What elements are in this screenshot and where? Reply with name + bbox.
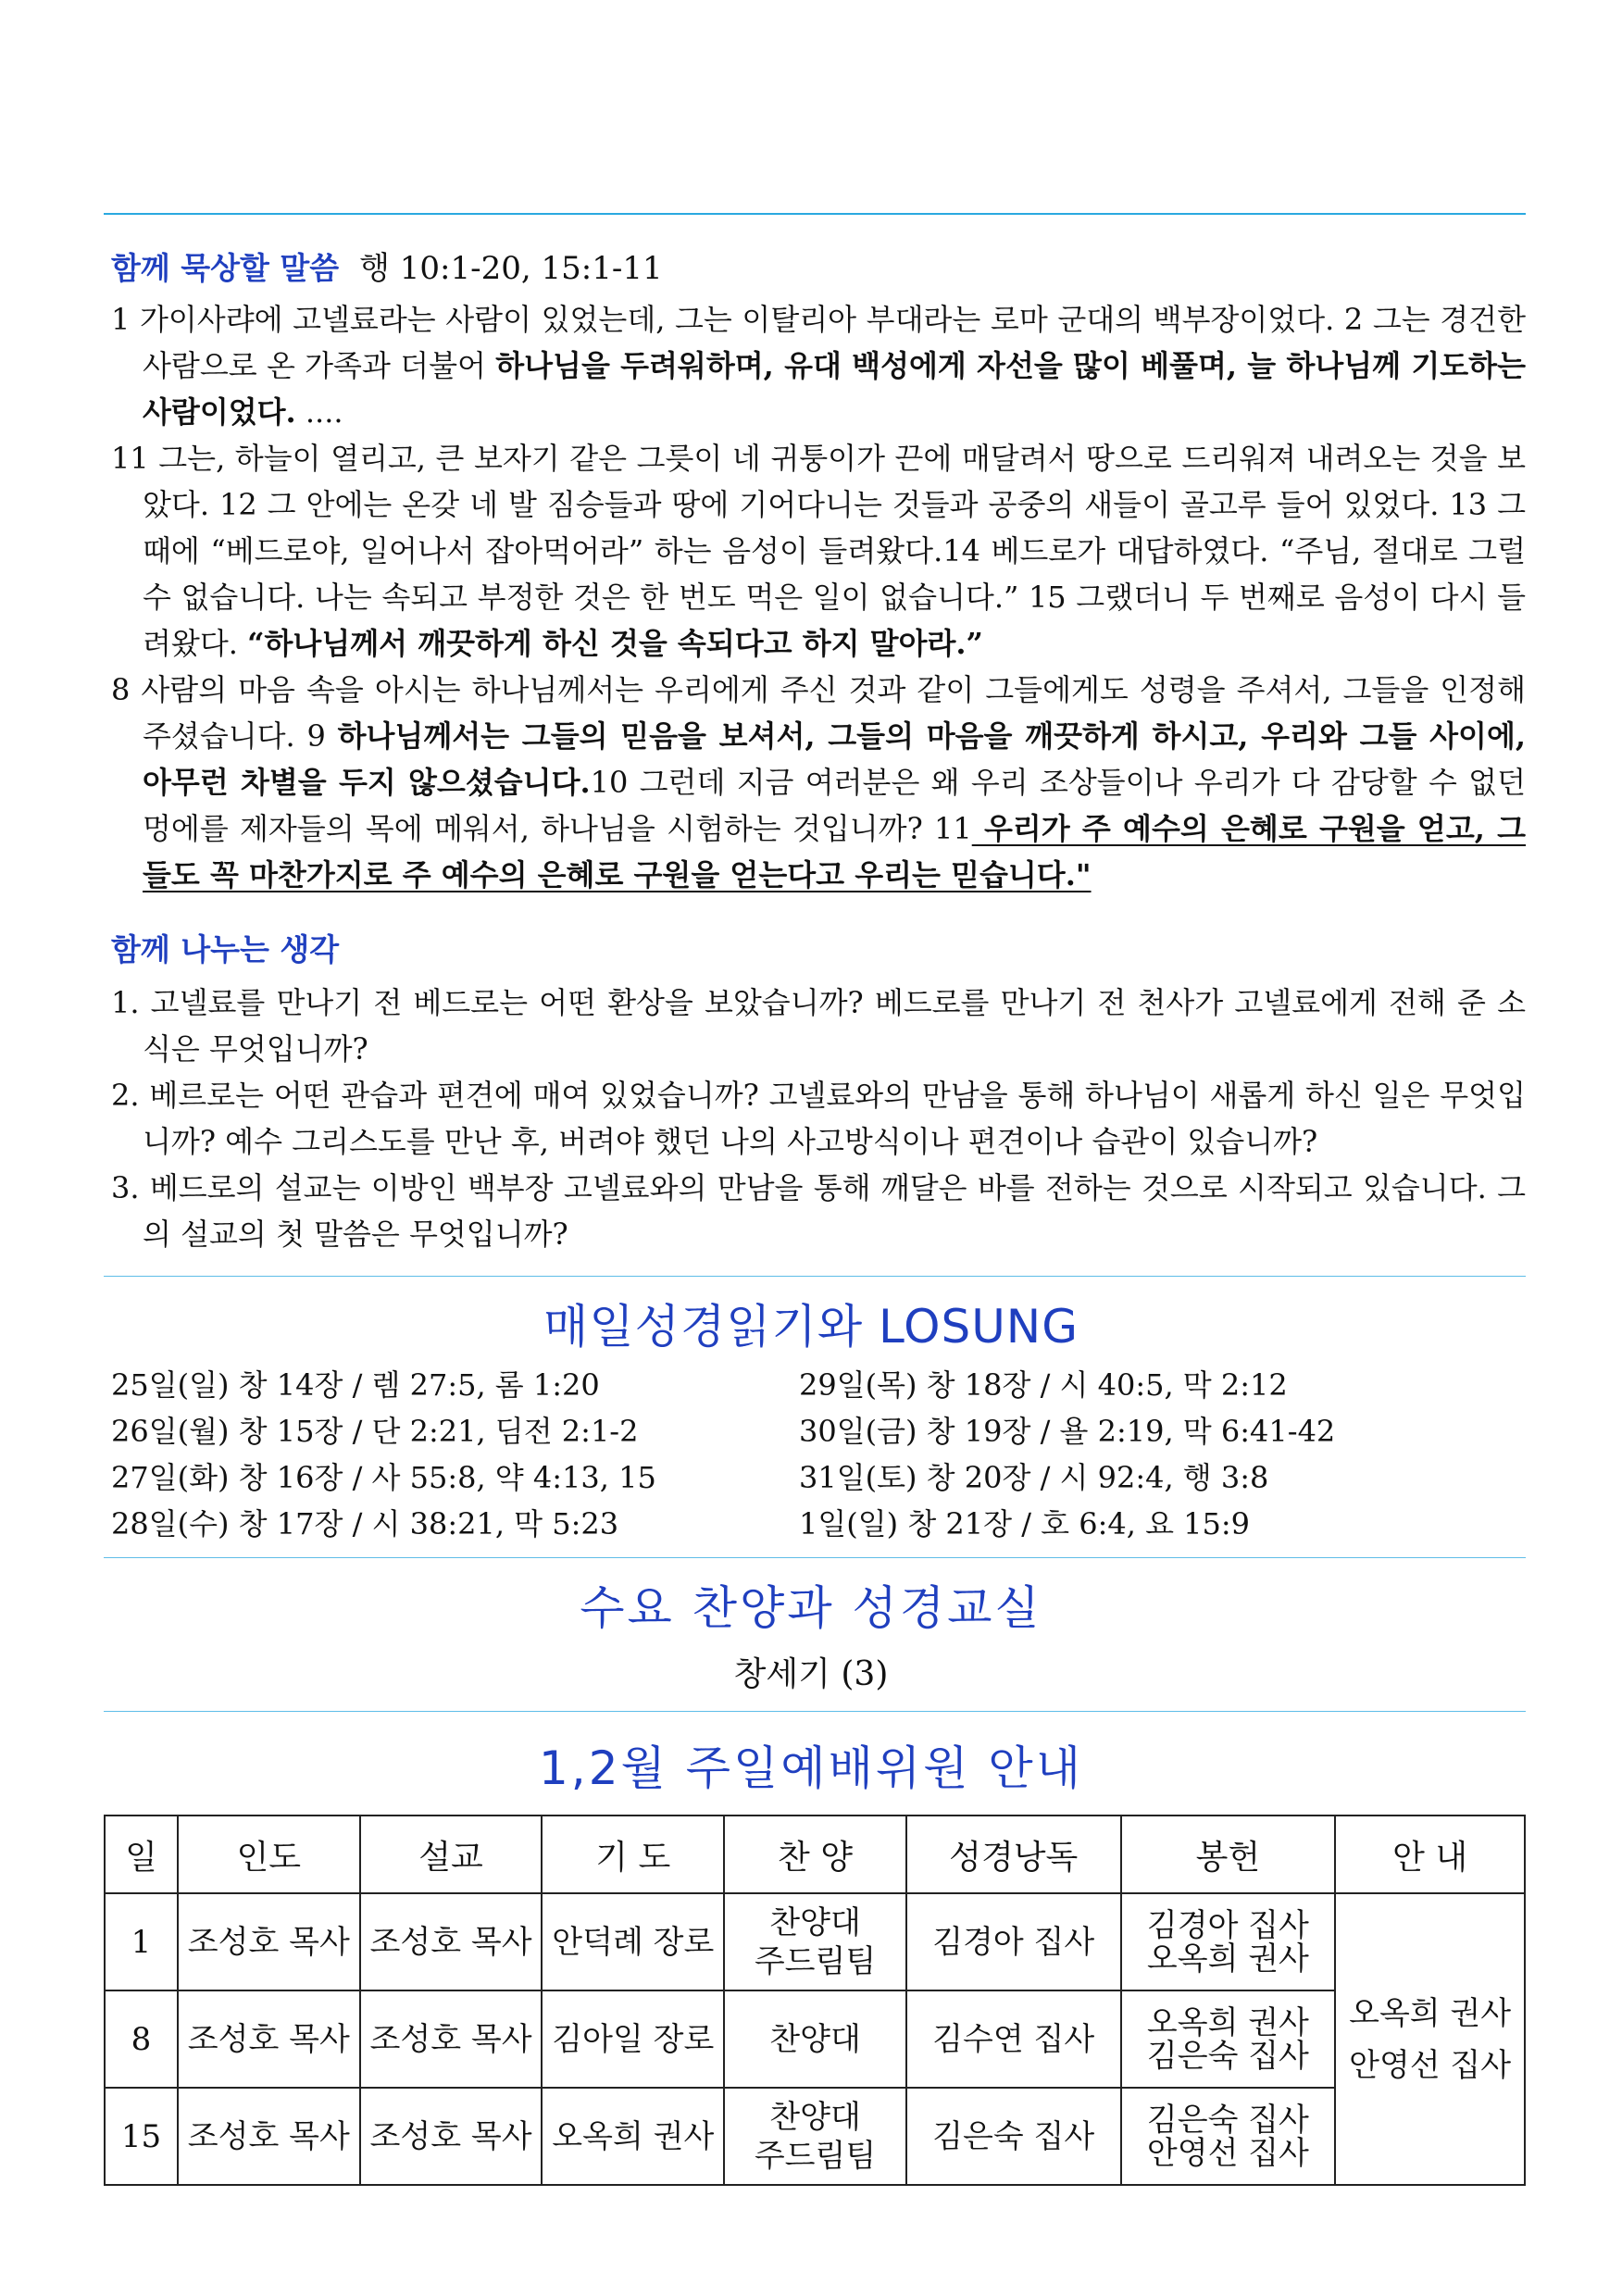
header-prayer: 기 도 <box>542 1816 724 1893</box>
praise-line: 주드림팀 <box>754 1942 877 1980</box>
header-lead: 인도 <box>178 1816 360 1893</box>
meditation-heading <box>111 243 663 288</box>
reading-entry: 26일(월) 창 15장 / 단 2:21, 딤전 2:1-2 <box>111 1414 639 1449</box>
cell-offering <box>1121 1893 1336 1990</box>
p3-underlined: 우리가 주 예수의 은혜로 구원을 얻고, 그들도 꼭 마찬가지로 주 예수의 은혜로 구원을 얻는다고 우리는 믿습니다." <box>143 811 1527 892</box>
cell-offering <box>1121 1990 1336 2088</box>
header-offering: 봉헌 <box>1121 1816 1336 1893</box>
divider <box>104 1711 1526 1712</box>
thought-item: 2. 베르로는 어떤 관습과 편견에 매여 있었습니까? 고넬료와의 만남을 통해 하나님이 새롭게 하신 일은 무엇입니까? 예수 그리스도를 만난 후, 버려야 했던 나의 사고방식이나 편견이나 습관이 있습니까? <box>111 1078 1526 1159</box>
thoughts-list <box>111 980 1526 1257</box>
table-row <box>105 2088 1525 2185</box>
cell-reading: 김수연 집사 <box>906 1990 1121 2088</box>
header-sermon: 설교 <box>360 1816 543 1893</box>
p1-bold: 하나님을 두려워하며, 유대 백성에게 자선을 많이 베풀며, 늘 하나님께 기도하는 사람이었다. <box>143 348 1526 430</box>
praise-line: 주드림팀 <box>754 2137 877 2175</box>
cell-prayer: 오옥희 권사 <box>542 2088 724 2185</box>
reading-entry: 25일(일) 창 14장 / 렘 27:5, 롬 1:20 <box>111 1367 600 1403</box>
worship-schedule-table <box>104 1815 1526 2186</box>
wednesday-subtitle: 창세기 (3) <box>733 1655 889 1693</box>
cell-offering <box>1121 2088 1336 2185</box>
divider <box>104 1557 1526 1558</box>
daily-reading-title: 매일성경읽기와 LOSUNG <box>543 1300 1079 1354</box>
thoughts-heading: 함께 나누는 생각 <box>111 931 340 967</box>
schedule-title: 1,2월 주일예배위원 안내 <box>538 1741 1083 1795</box>
cell-day: 1 <box>105 1893 178 1990</box>
offering-line: 김경아 집사 <box>1146 1906 1309 1944</box>
table-row <box>105 1990 1525 2088</box>
cell-reading: 김은숙 집사 <box>906 2088 1121 2185</box>
cell-praise: 찬양대 <box>724 1990 906 2088</box>
divider <box>104 1276 1526 1277</box>
header-reading: 성경낭독 <box>906 1816 1121 1893</box>
p2-text: 11 그는, 하늘이 열리고, 큰 보자기 같은 그릇이 네 귀퉁이가 끈에 매달려서 땅으로 드리워져 내려오는 것을 보았다. 12 그 안에는 온갖 네 발 짐승들과 땅에 기어다니는 것들과 공중의 새들이 골고루 들어 있었다. 13 그 때에 “베드로야, 일어나서 잡아먹어라” 하는 음성이 들려왔다.14 베드로가 대답하였다. “주님, 절대로 그럴 수 없습니다. 나는 속되고 부정한 것은 한 번도 먹은 일이 없습니다.” 15 그랬더니 두 번째로 음성이 다시 들려왔다. <box>111 441 1526 661</box>
passage-paragraph-3 <box>111 667 1526 898</box>
cell-sermon: 조성호 목사 <box>360 2088 543 2185</box>
cell-sermon: 조성호 목사 <box>360 1893 543 1990</box>
cell-reading: 김경아 집사 <box>906 1893 1121 1990</box>
p1-ellipsis: .... <box>295 394 343 430</box>
passage-paragraph-1 <box>111 296 1526 435</box>
reading-entry: 28일(수) 창 17장 / 시 38:21, 막 5:23 <box>111 1506 619 1541</box>
header-guide: 안 내 <box>1335 1816 1525 1893</box>
table-header-row <box>105 1816 1525 1893</box>
reading-entry: 27일(화) 창 16장 / 사 55:8, 약 4:13, 15 <box>111 1460 656 1495</box>
cell-prayer: 안덕례 장로 <box>542 1893 724 1990</box>
cell-praise <box>724 1893 906 1990</box>
guide-line: 안영선 집사 <box>1349 2046 1512 2084</box>
thought-item: 3. 베드로의 설교는 이방인 백부장 고넬료와의 만남을 통해 깨달은 바를 전하는 것으로 시작되고 있습니다. 그의 설교의 첫 말씀은 무엇입니까? <box>111 1170 1526 1252</box>
cell-lead: 조성호 목사 <box>178 2088 360 2185</box>
cell-prayer: 김아일 장로 <box>542 1990 724 2088</box>
scripture-reference: 행 10:1-20, 15:1-11 <box>359 250 663 287</box>
guide-line: 오옥희 권사 <box>1349 1994 1512 2032</box>
thought-item: 1. 고넬료를 만나기 전 베드로는 어떤 환상을 보았습니까? 베드로를 만나기 전 천사가 고넬료에게 전해 준 소식은 무엇입니까? <box>111 985 1526 1067</box>
header-day: 일 <box>105 1816 178 1893</box>
praise-line: 찬양대 <box>769 2098 861 2136</box>
cell-lead: 조성호 목사 <box>178 1893 360 1990</box>
top-divider <box>104 213 1526 215</box>
cell-praise <box>724 2088 906 2185</box>
daily-reading-right <box>799 1362 1335 1547</box>
table-row <box>105 1893 1525 1990</box>
scripture-passage <box>111 296 1526 898</box>
praise-line: 찬양대 <box>769 1903 861 1941</box>
p3-text: 8 사람의 마음 속을 아시는 하나님께서는 우리에게 주신 것과 같이 그들에게도 성령을 주셔서, 그들을 인정해 주셨습니다. 9 <box>111 672 1526 754</box>
daily-reading-left <box>111 1362 656 1547</box>
passage-paragraph-2 <box>111 435 1526 667</box>
reading-entry: 29일(목) 창 18장 / 시 40:5, 막 2:12 <box>799 1367 1288 1403</box>
offering-line: 오옥희 권사 <box>1146 1940 1309 1978</box>
meditation-heading-text: 함께 묵상할 말씀 <box>111 250 340 286</box>
offering-line: 안영선 집사 <box>1146 2134 1309 2172</box>
cell-day: 8 <box>105 1990 178 2088</box>
cell-sermon: 조성호 목사 <box>360 1990 543 2088</box>
cell-lead: 조성호 목사 <box>178 1990 360 2088</box>
p2-bold: “하나님께서 깨끗하게 하신 것을 속되다고 하지 말아라.” <box>247 626 983 661</box>
offering-line: 김은숙 집사 <box>1146 2037 1309 2075</box>
p3-text-2: 10 그런데 지금 여러분은 왜 우리 조상들이나 우리가 다 감당할 수 없던 멍에를 제자들의 목에 메워서, 하나님을 시험하는 것입니까? 11 <box>143 765 1526 846</box>
reading-entry: 31일(토) 창 20장 / 시 92:4, 행 3:8 <box>799 1460 1269 1495</box>
cell-guide <box>1335 1893 1525 2185</box>
header-praise: 찬 양 <box>724 1816 906 1893</box>
offering-line: 오옥희 권사 <box>1146 2003 1309 2041</box>
offering-line: 김은숙 집사 <box>1146 2101 1309 2139</box>
reading-entry: 30일(금) 창 19장 / 욜 2:19, 막 6:41-42 <box>799 1414 1336 1449</box>
cell-day: 15 <box>105 2088 178 2185</box>
wednesday-title: 수요 찬양과 성경교실 <box>580 1581 1042 1635</box>
p3-bold: 하나님께서는 그들의 믿음을 보셔서, 그들의 마음을 깨끗하게 하시고, 우리와 그들 사이에, 아무런 차별을 두지 않으셨습니다. <box>143 718 1526 800</box>
p1-text: 1 가이사랴에 고넬료라는 사람이 있었는데, 그는 이탈리아 부대라는 로마 군대의 백부장이었다. 2 그는 경건한 사람으로 온 가족과 더불어 <box>111 302 1526 383</box>
reading-entry: 1일(일) 창 21장 / 호 6:4, 요 15:9 <box>799 1506 1251 1541</box>
